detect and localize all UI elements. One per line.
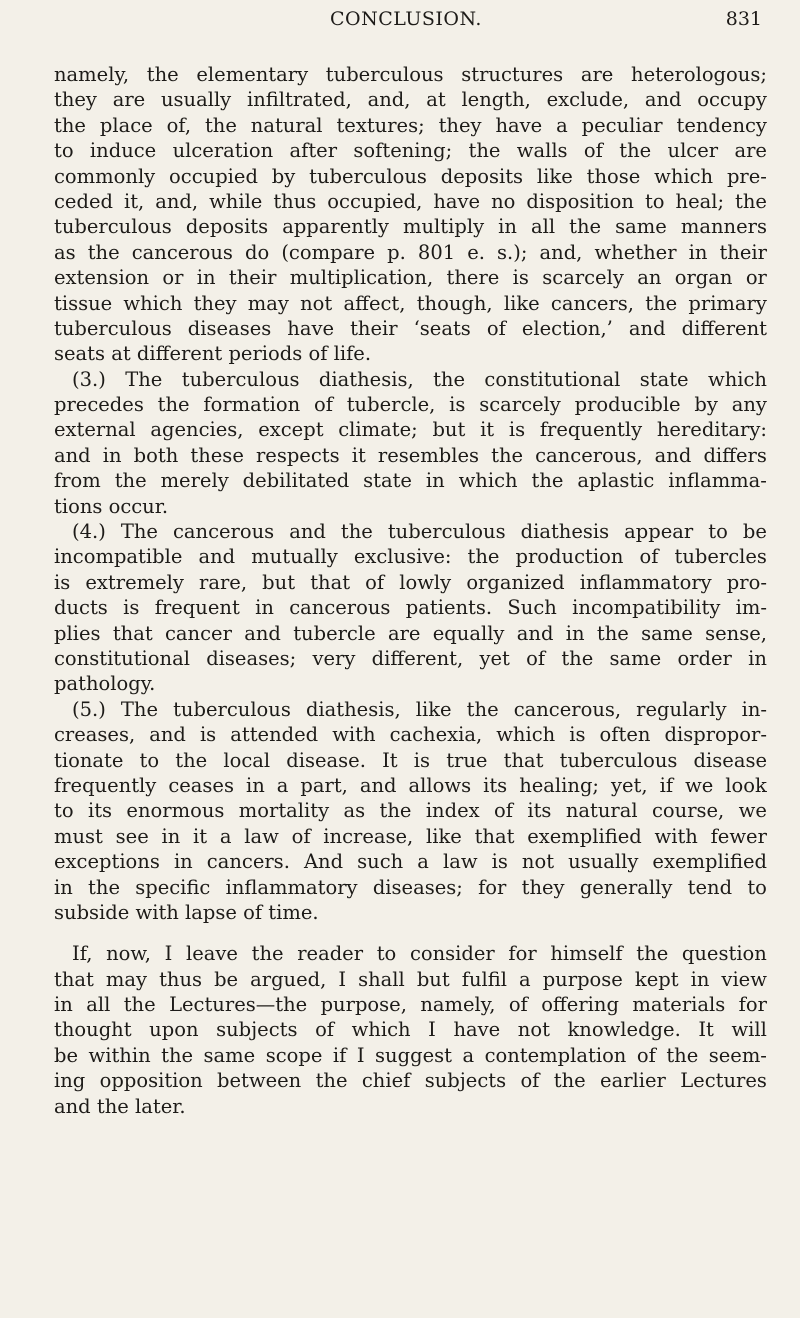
text-line: to induce ulceration after softening; the walls of the ulcer are — [54, 139, 767, 163]
text-line: commonly occupied by tuberculous deposits like those which pre- — [54, 164, 767, 188]
text-line: must see in it a law of increase, like that exemplified with fewer — [54, 824, 767, 848]
text-line: that may thus be argued, I shall but fulfil a purpose kept in view — [54, 967, 767, 991]
text-line: exceptions in cancers. And such a law is not usually exemplified — [54, 850, 767, 874]
text-line: and the later. — [54, 1094, 186, 1118]
text-line: tions occur. — [54, 494, 169, 518]
text-line: creases, and is attended with cachexia, which is often dispropor- — [54, 723, 767, 747]
text-line: the place of, the natural textures; they have a peculiar tendency — [54, 113, 767, 137]
text-line: thought upon subjects of which I have not knowledge. It will — [54, 1018, 767, 1042]
text-line: seats at different periods of life. — [54, 342, 372, 366]
text-line: ceded it, and, while thus occupied, have no disposition to heal; the — [54, 189, 767, 213]
text-line: subside with lapse of time. — [54, 900, 319, 924]
text-line: as the cancerous do (compare p. 801 e. s.); and, whether in their — [54, 240, 767, 264]
text-line: from the merely debilitated state in which the aplastic inflamma- — [54, 469, 767, 493]
running-head — [0, 8, 800, 38]
text-line: they are usually infiltrated, and, at length, exclude, and occupy — [54, 88, 767, 112]
text-line: tuberculous deposits apparently multiply in all the same manners — [54, 215, 767, 239]
text-line: namely, the elementary tuberculous structures are heterologous; — [54, 63, 767, 86]
text-line: in the specific inflammatory diseases; for they generally tend to — [54, 875, 767, 899]
text-line: (5.) The tuberculous diathesis, like the cancerous, regularly in- — [72, 697, 767, 721]
text-line: plies that cancer and tubercle are equally and in the same sense, — [54, 621, 767, 645]
text-line: (3.) The tuberculous diathesis, the constitutional state which — [72, 367, 767, 391]
running-title: CONCLUSION. — [330, 8, 482, 30]
text-line: tuberculous diseases have their ‘seats of election,’ and different — [54, 316, 767, 340]
text-line: If, now, I leave the reader to consider for himself the question — [72, 942, 767, 966]
text-line: be within the same scope if I suggest a contemplation of the seem- — [54, 1043, 767, 1067]
text-line: tionate to the local disease. It is true that tuberculous disease — [54, 748, 767, 772]
page-number: 831 — [725, 8, 762, 30]
text-line: pathology. — [54, 672, 156, 696]
text-line: ducts is frequent in cancerous patients. Such incompatibility im- — [54, 596, 767, 620]
text-line: in all the Lectures—the purpose, namely, of offering materials for — [54, 993, 767, 1017]
text-line: frequently ceases in a part, and allows its healing; yet, if we look — [54, 773, 767, 797]
text-line: tissue which they may not affect, though, like cancers, the primary — [54, 291, 767, 315]
body-text — [54, 62, 767, 1119]
text-line: and in both these respects it resembles the cancerous, and differs — [54, 443, 767, 467]
text-line: constitutional diseases; very different, yet of the same order in — [54, 646, 767, 670]
text-line: is extremely rare, but that of lowly organized inflammatory pro- — [54, 570, 767, 594]
paragraph-gap — [54, 925, 767, 941]
text-line: ing opposition between the chief subjects of the earlier Lectures — [54, 1069, 767, 1093]
text-line: to its enormous mortality as the index of its natural course, we — [54, 799, 767, 823]
text-line: precedes the formation of tubercle, is scarcely producible by any — [54, 393, 767, 417]
text-line: (4.) The cancerous and the tuberculous diathesis appear to be — [72, 520, 767, 544]
text-line: extension or in their multiplication, there is scarcely an organ or — [54, 266, 767, 290]
text-line: incompatible and mutually exclusive: the production of tubercles — [54, 545, 767, 569]
text-line: external agencies, except climate; but it is frequently hereditary: — [54, 418, 767, 442]
